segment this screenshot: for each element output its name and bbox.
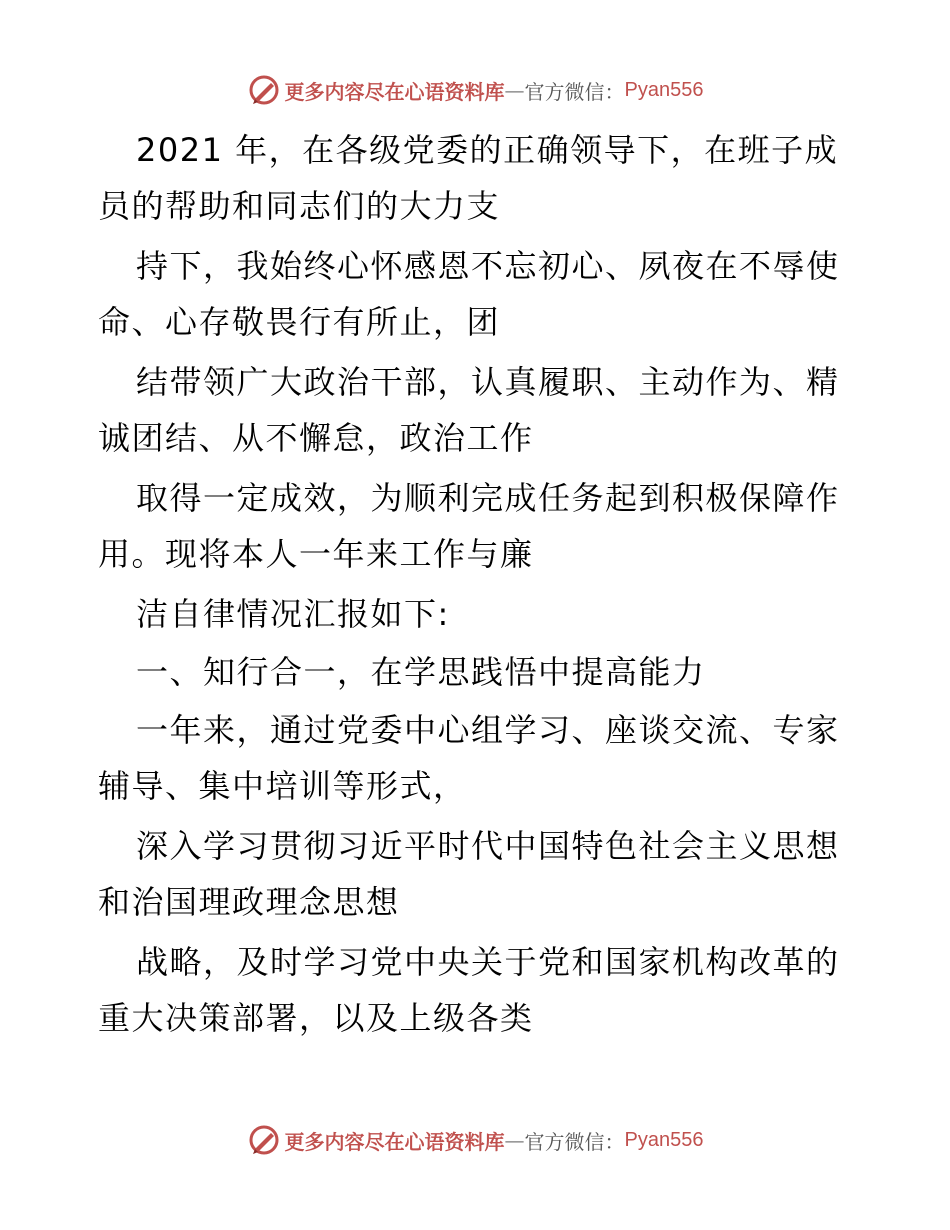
watermark-label: 官方微信： <box>524 1129 625 1154</box>
text-line: 诚团结、从不懈怠，政治工作 <box>98 419 534 457</box>
pen-logo-icon <box>247 1123 281 1157</box>
text-line: 辅导、集中培训等形式， <box>98 767 467 805</box>
watermark-text: 更多内容尽在心语资料库 <box>284 1129 505 1154</box>
text-line: 一、知行合一，在学思践悟中提高能力 <box>136 653 706 691</box>
text-line: 一年来，通过党委中心组学习、座谈交流、专家 <box>136 711 840 749</box>
watermark-text: 更多内容尽在心语资料库 <box>284 79 505 104</box>
text-line: 员的帮助和同志们的大力支 <box>98 187 501 225</box>
watermark-dash: — <box>504 1128 525 1152</box>
pen-logo-icon <box>247 73 281 107</box>
text-line: 命、心存敬畏行有所止，团 <box>98 303 501 341</box>
text-line: 结带领广大政治干部，认真履职、主动作为、精 <box>136 363 840 401</box>
text-line: 持下，我始终心怀感恩不忘初心、夙夜在不辱使 <box>136 247 840 285</box>
text-line: 2021 年，在各级党委的正确领导下，在班子成 <box>136 131 839 169</box>
text-line: 用。现将本人一年来工作与廉 <box>98 535 534 573</box>
watermark-label: 官方微信： <box>524 79 625 104</box>
watermark-id: Pyan556 <box>624 1128 704 1151</box>
text-line: 洁自律情况汇报如下: <box>136 595 450 633</box>
text-line: 深入学习贯彻习近平时代中国特色社会主义思想 <box>136 827 840 865</box>
header-watermark <box>0 72 950 108</box>
text-line: 战略，及时学习党中央关于党和国家机构改革的 <box>136 943 840 981</box>
text-line: 和治国理政理念思想 <box>98 883 400 921</box>
footer-watermark <box>0 1122 950 1158</box>
watermark-dash: — <box>504 78 525 102</box>
text-line: 重大决策部署，以及上级各类 <box>98 999 534 1037</box>
text-line: 取得一定成效，为顺利完成任务起到积极保障作 <box>136 479 840 517</box>
watermark-id: Pyan556 <box>624 78 704 101</box>
